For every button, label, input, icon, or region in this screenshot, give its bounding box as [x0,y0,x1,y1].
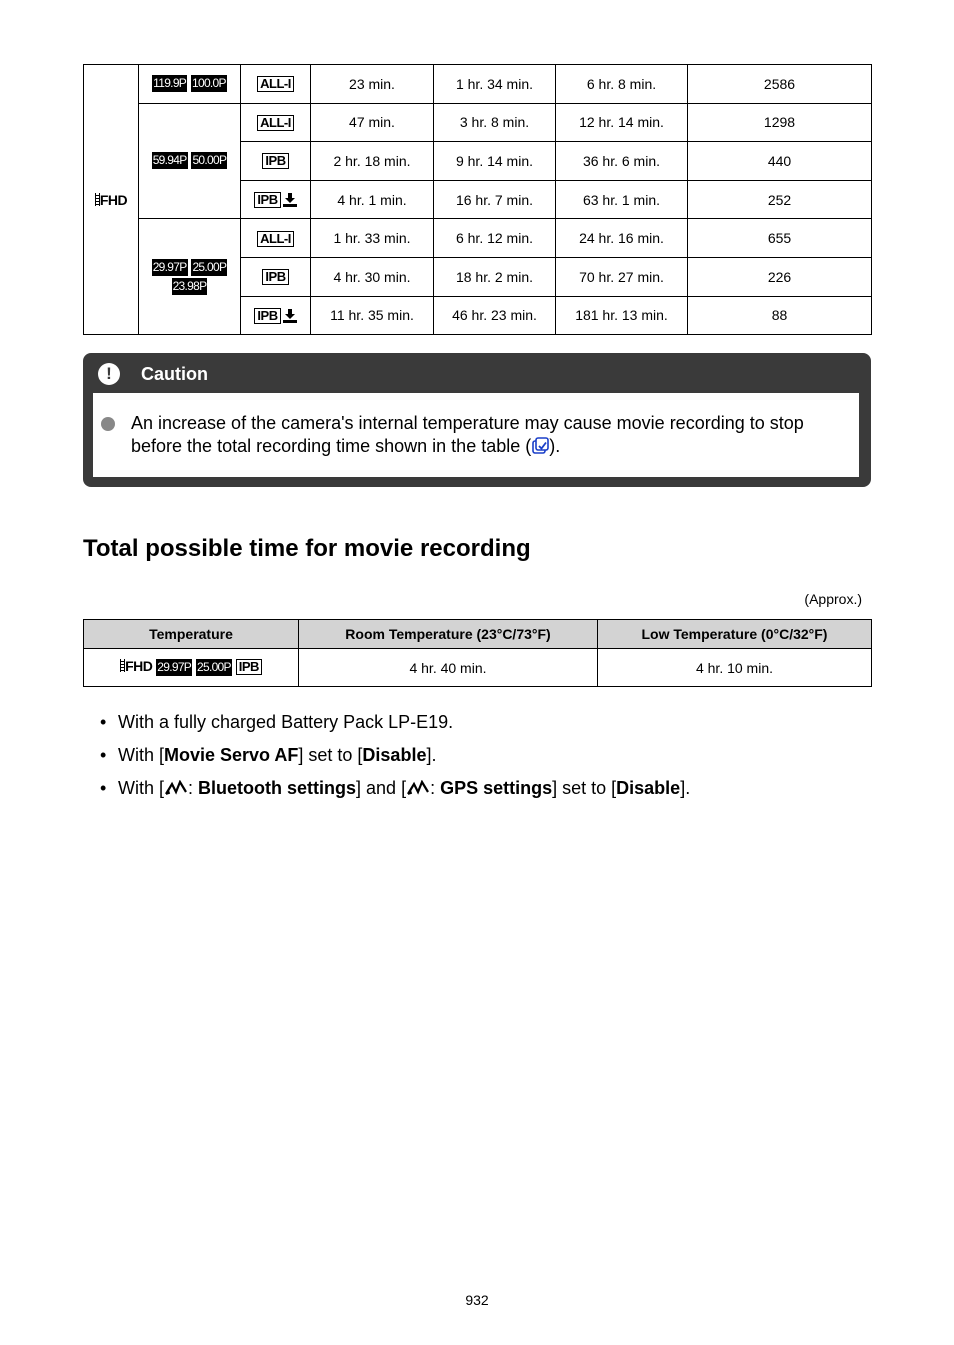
note-text: ]. [680,778,691,798]
table-cell-time: 1 hr. 33 min. [311,219,434,258]
wireless-icon [406,780,430,796]
movie-format-icons [84,649,299,687]
compression-cell [241,219,311,258]
setting-value: Disable [362,745,427,765]
ipb-icon: IPB [254,192,280,208]
resolution-cell [84,65,139,335]
ipb-icon: IPB [254,308,280,324]
compression-cell [241,180,311,219]
ipb-icon: IPB [262,153,288,169]
temperature-table [83,619,872,687]
light-compression-icon [283,193,297,207]
all-i-icon: ALL-I [257,76,294,92]
table-cell-time: 70 hr. 27 min. [556,257,688,296]
table-cell-time: 24 hr. 16 min. [556,219,688,258]
table-cell-count: 440 [688,142,872,181]
list-item [100,775,690,808]
note-text: With [ [118,778,165,798]
frame-rate-icon: 119.9P [153,76,187,91]
frame-rate-icon: 50.00P [192,153,227,168]
menu-item-name: Bluetooth settings [198,778,357,798]
table-row [84,103,872,142]
bullet-icon [101,417,115,431]
frame-rate-icon: 23.98P [172,278,207,293]
note-text: With [ [118,745,165,765]
table-cell-time: 1 hr. 34 min. [434,65,556,104]
note-text: : [430,778,441,798]
table-cell-time: 9 hr. 14 min. [434,142,556,181]
frame-rate-icon: 29.97P [157,660,192,674]
table-cell-count: 226 [688,257,872,296]
temperature-header-row [84,620,872,649]
note-text: ] set to [ [298,745,363,765]
conditions-list [100,709,690,808]
frame-rate-icon: 25.00P [192,259,227,274]
note-text: ] and [ [356,778,407,798]
caution-text [131,412,831,458]
table-cell-time: 3 hr. 8 min. [434,103,556,142]
menu-item-name: Movie Servo AF [164,745,299,765]
recording-time-table [83,64,872,335]
table-cell-time: 11 hr. 35 min. [311,296,434,335]
caution-text-end: ). [549,436,561,456]
table-cell-time: 16 hr. 7 min. [434,180,556,219]
temperature-row [84,649,872,687]
page-link-icon[interactable] [531,437,549,455]
list-item [100,742,690,775]
compression-cell [241,142,311,181]
frame-rate-cell [139,65,241,104]
wireless-icon [164,780,188,796]
approx-note: (Approx.) [804,591,862,607]
table-cell-time: 12 hr. 14 min. [556,103,688,142]
table-cell-time: 6 hr. 8 min. [556,65,688,104]
compression-cell [241,65,311,104]
table-cell-count: 252 [688,180,872,219]
note-text: With a fully charged Battery Pack LP-E19. [118,712,454,732]
table-cell-time: 36 hr. 6 min. [556,142,688,181]
table-cell-count: 88 [688,296,872,335]
table-cell-time: 4 hr. 30 min. [311,257,434,296]
frame-rate-cell [139,219,241,335]
caution-body [93,393,859,477]
table-cell-count: 2586 [688,65,872,104]
menu-item-name: GPS settings [440,778,553,798]
header-temperature: Temperature [84,620,299,649]
table-cell-time: 6 hr. 12 min. [434,219,556,258]
ipb-icon: IPB [262,269,288,285]
list-item [100,709,690,742]
light-compression-icon [283,309,297,323]
setting-value: Disable [616,778,681,798]
frame-rate-cell [139,103,241,219]
header-room-temperature: Room Temperature (23°C/73°F) [299,620,598,649]
all-i-icon: ALL-I [257,115,294,131]
exclamation-icon: ! [98,363,120,385]
table-cell-time: 46 hr. 23 min. [434,296,556,335]
table-cell-time: 18 hr. 2 min. [434,257,556,296]
frame-rate-icon: 29.97P [152,259,187,274]
caution-title: Caution [141,364,208,384]
frame-rate-icon: 59.94P [152,153,187,168]
page-number: 932 [465,1292,489,1308]
note-text: ]. [426,745,437,765]
ipb-icon: IPB [236,659,262,675]
fhd-icon: FHD [95,192,127,208]
fhd-icon: FHD [120,658,152,674]
table-cell-time: 4 hr. 1 min. [311,180,434,219]
table-cell-time: 2 hr. 18 min. [311,142,434,181]
table-row [84,219,872,258]
header-low-temperature: Low Temperature (0°C/32°F) [598,620,872,649]
compression-cell [241,257,311,296]
compression-cell [241,103,311,142]
caution-box [83,353,871,487]
frame-rate-icon: 100.0P [192,76,226,91]
table-cell-count: 1298 [688,103,872,142]
table-cell-time: 47 min. [311,103,434,142]
table-cell-count: 655 [688,219,872,258]
room-temperature-time: 4 hr. 40 min. [299,649,598,687]
note-text: ] set to [ [552,778,617,798]
frame-rate-icon: 25.00P [197,660,231,674]
table-cell-time: 23 min. [311,65,434,104]
table-row [84,65,872,104]
section-title: Total possible time for movie recording [83,535,531,562]
caution-text-main: An increase of the camera's internal temperature may cause movie recording to stop before the total recording time shown in the table ( [131,413,804,456]
low-temperature-time: 4 hr. 10 min. [598,649,872,687]
all-i-icon: ALL-I [257,231,294,247]
table-cell-time: 63 hr. 1 min. [556,180,688,219]
table-cell-time: 181 hr. 13 min. [556,296,688,335]
compression-cell [241,296,311,335]
note-text: : [188,778,199,798]
